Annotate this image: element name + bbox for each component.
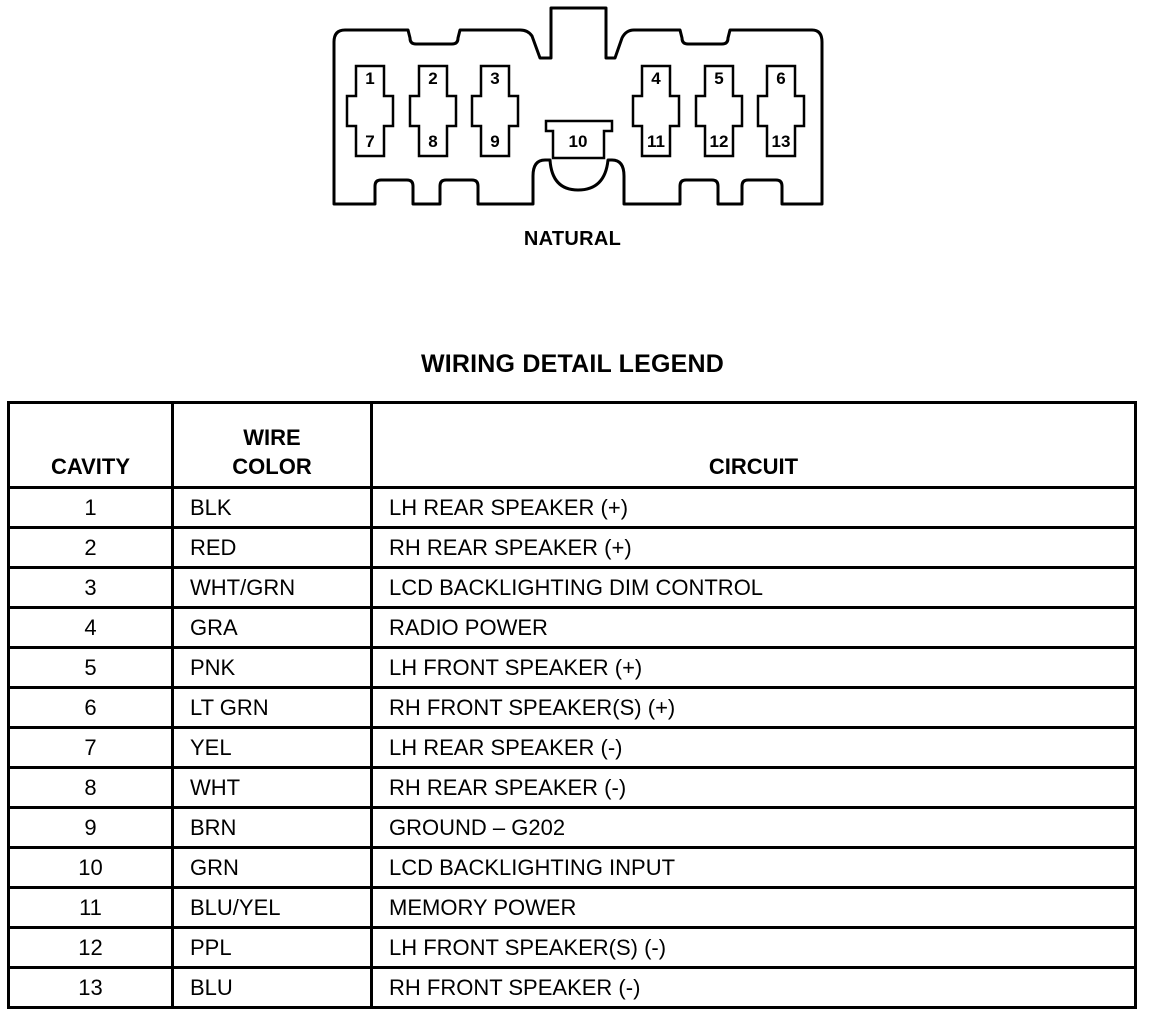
circuit-cell: RH FRONT SPEAKER (-) (372, 968, 1136, 1008)
cavity-label: 9 (490, 132, 500, 151)
connector-caption: NATURAL (523, 228, 622, 250)
header-cavity: CAVITY (9, 403, 173, 488)
cavity-cell: 6 (9, 688, 173, 728)
circuit-cell: GROUND – G202 (372, 808, 1136, 848)
wire-color-cell: GRN (173, 848, 372, 888)
table-row (9, 528, 1136, 568)
wire-color-cell: PPL (173, 928, 372, 968)
cavity-cell: 9 (9, 808, 173, 848)
cavity-cell: 4 (9, 608, 173, 648)
legend-title: WIRING DETAIL LEGEND (420, 350, 725, 378)
circuit-cell: MEMORY POWER (372, 888, 1136, 928)
header-wire-color-line1: WIRE (243, 425, 301, 450)
cavity-cell: 3 (9, 568, 173, 608)
table-row (9, 608, 1136, 648)
cavity-label: 4 (651, 69, 661, 88)
circuit-cell: LH REAR SPEAKER (+) (372, 488, 1136, 528)
table-row (9, 968, 1136, 1008)
circuit-cell: LCD BACKLIGHTING INPUT (372, 848, 1136, 888)
wire-color-cell: BLK (173, 488, 372, 528)
cavity-label: 6 (776, 69, 786, 88)
table-row (9, 888, 1136, 928)
header-circuit: CIRCUIT (372, 403, 1136, 488)
wire-color-cell: PNK (173, 648, 372, 688)
cavity-label: 8 (428, 132, 438, 151)
table-row (9, 648, 1136, 688)
circuit-cell: RADIO POWER (372, 608, 1136, 648)
cavity-cell: 7 (9, 728, 173, 768)
cavity-label: 2 (428, 69, 438, 88)
wire-color-cell: YEL (173, 728, 372, 768)
wire-color-cell: WHT/GRN (173, 568, 372, 608)
cavity-cell: 11 (9, 888, 173, 928)
wire-color-cell: LT GRN (173, 688, 372, 728)
cavity-label: 7 (365, 132, 375, 151)
cavity-label: 1 (365, 69, 375, 88)
wire-color-cell: BRN (173, 808, 372, 848)
cavity-label: 5 (714, 69, 724, 88)
circuit-cell: RH REAR SPEAKER (+) (372, 528, 1136, 568)
cavity-label: 10 (568, 132, 588, 151)
circuit-cell: LH REAR SPEAKER (-) (372, 728, 1136, 768)
circuit-cell: RH FRONT SPEAKER(S) (+) (372, 688, 1136, 728)
wire-color-cell: WHT (173, 768, 372, 808)
header-wire-color (173, 403, 372, 488)
circuit-cell: LCD BACKLIGHTING DIM CONTROL (372, 568, 1136, 608)
wire-color-cell: GRA (173, 608, 372, 648)
wire-color-cell: BLU/YEL (173, 888, 372, 928)
cavity-cell: 12 (9, 928, 173, 968)
wiring-legend-table (7, 401, 1137, 1009)
cavity-label: 13 (771, 132, 791, 151)
cavity-cell: 5 (9, 648, 173, 688)
cavity-label: 3 (490, 69, 500, 88)
table-row (9, 568, 1136, 608)
cavity-cell: 1 (9, 488, 173, 528)
table-row (9, 928, 1136, 968)
table-row (9, 688, 1136, 728)
table-row (9, 728, 1136, 768)
cavity-label: 11 (647, 132, 665, 151)
cavity-cell: 8 (9, 768, 173, 808)
circuit-cell: LH FRONT SPEAKER(S) (-) (372, 928, 1136, 968)
table-row (9, 488, 1136, 528)
table-row (9, 808, 1136, 848)
table-row (9, 848, 1136, 888)
cavity-cell: 13 (9, 968, 173, 1008)
table-header-row (9, 403, 1136, 488)
wire-color-cell: RED (173, 528, 372, 568)
connector-body (334, 8, 822, 204)
cavity-cell: 2 (9, 528, 173, 568)
wire-color-cell: BLU (173, 968, 372, 1008)
cavity-label: 12 (709, 132, 729, 151)
circuit-cell: LH FRONT SPEAKER (+) (372, 648, 1136, 688)
cavity-cell: 10 (9, 848, 173, 888)
circuit-cell: RH REAR SPEAKER (-) (372, 768, 1136, 808)
header-wire-color-line2: COLOR (232, 454, 312, 479)
table-row (9, 768, 1136, 808)
